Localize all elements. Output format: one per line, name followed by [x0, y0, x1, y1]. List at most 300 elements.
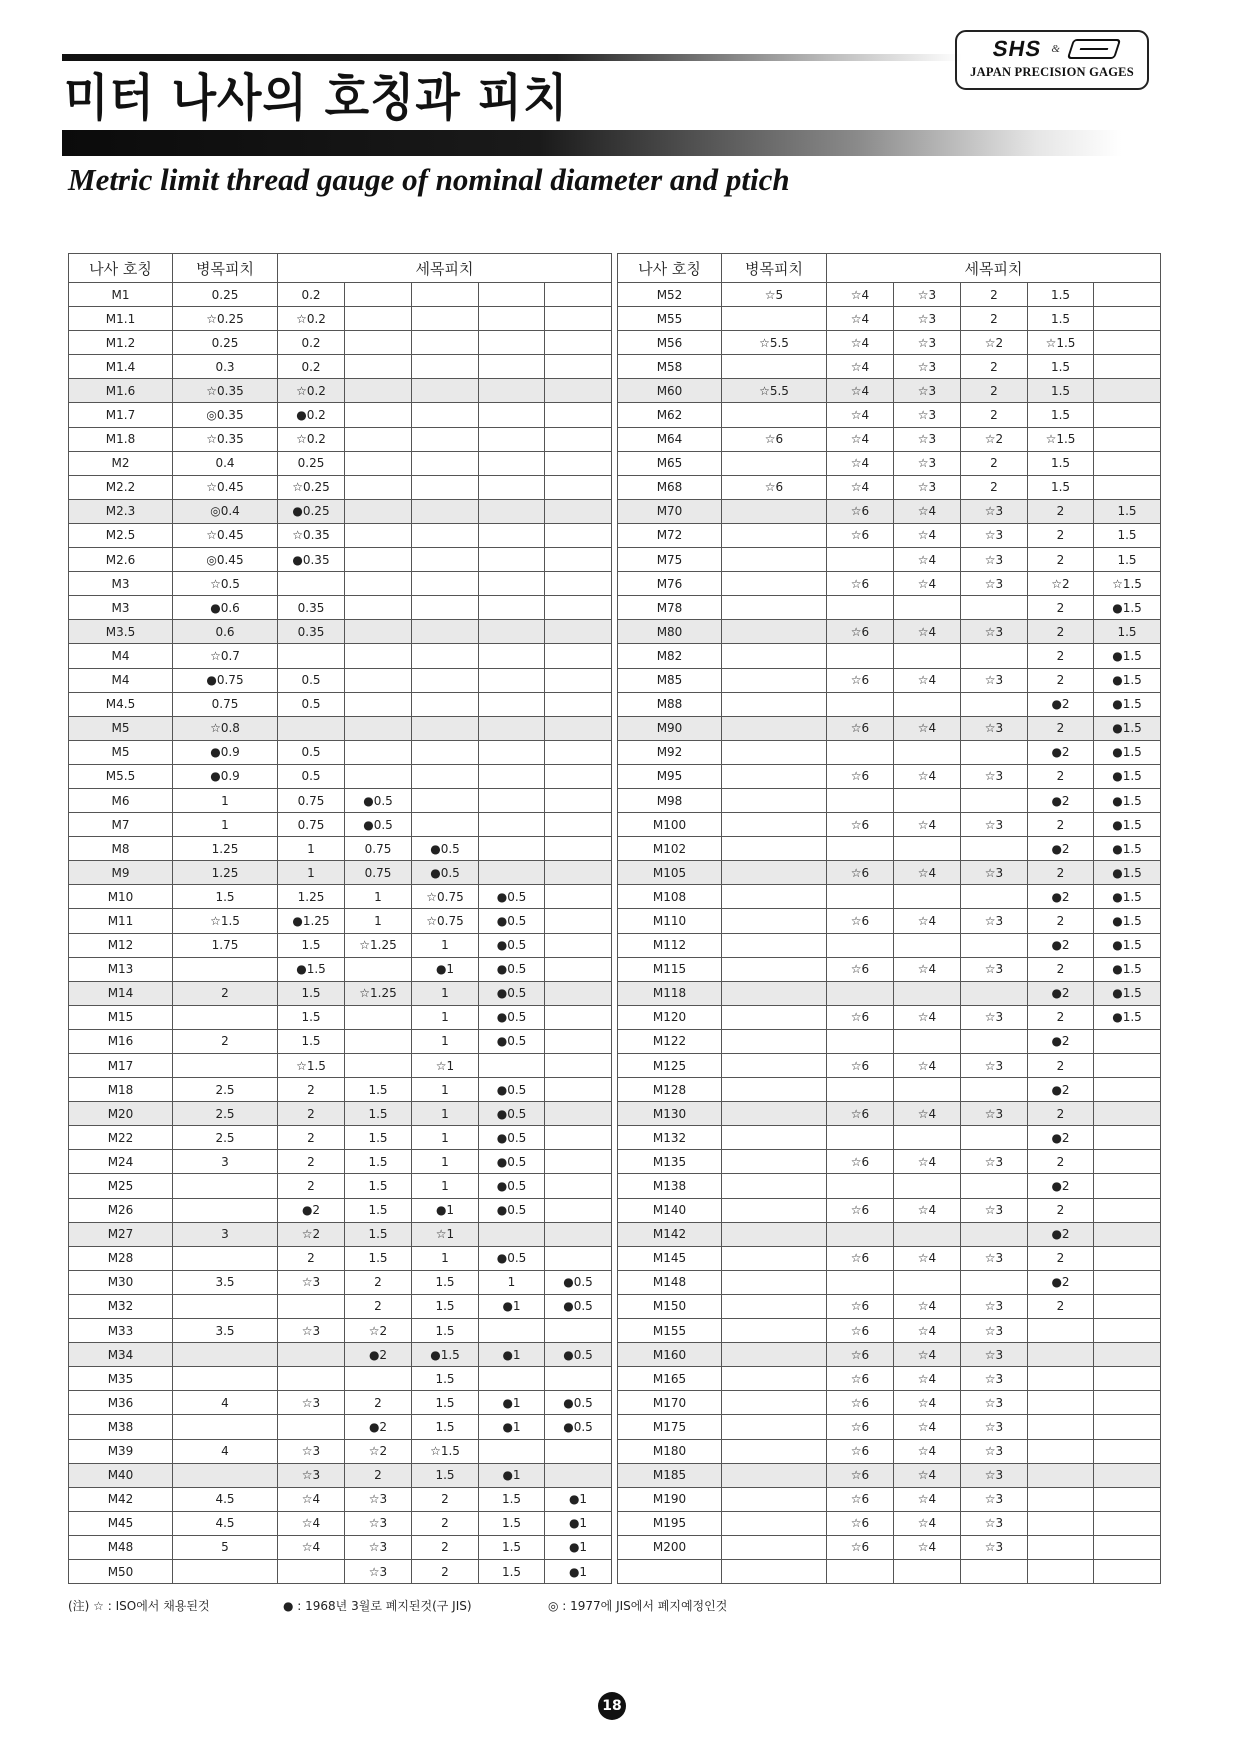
fine-pitch-cell: 2 [1028, 1005, 1094, 1029]
fine-pitch-cell: ●1.5 [1094, 644, 1161, 668]
coarse-pitch-cell: 3.5 [173, 1319, 278, 1343]
fine-pitch-cell: 0.5 [278, 692, 345, 716]
table-row [618, 957, 1161, 981]
fine-pitch-cell: 0.35 [278, 620, 345, 644]
thread-name-cell: M28 [69, 1246, 173, 1270]
table-row [69, 1559, 612, 1583]
fine-pitch-cell: ●2 [345, 1415, 412, 1439]
fine-pitch-cell [545, 596, 612, 620]
thread-name-cell: M2.3 [69, 499, 173, 523]
thread-name-cell: M160 [618, 1343, 722, 1367]
coarse-pitch-cell [722, 1294, 827, 1318]
fine-pitch-cell [412, 379, 479, 403]
fine-pitch-cell [545, 1054, 612, 1078]
thread-name-cell: M22 [69, 1126, 173, 1150]
fine-pitch-cell [545, 499, 612, 523]
table-header-row [69, 254, 612, 283]
fine-pitch-cell: ☆4 [894, 909, 961, 933]
thread-name-cell: M148 [618, 1270, 722, 1294]
fine-pitch-cell [961, 644, 1028, 668]
table-row [69, 1367, 612, 1391]
fine-pitch-cell [545, 813, 612, 837]
fine-pitch-cell: ☆3 [961, 620, 1028, 644]
fine-pitch-cell: 1.5 [345, 1150, 412, 1174]
fine-pitch-cell [894, 933, 961, 957]
fine-pitch-cell: 1 [412, 1126, 479, 1150]
thread-name-cell: M150 [618, 1294, 722, 1318]
coarse-pitch-cell [722, 1005, 827, 1029]
fine-pitch-cell: ●2 [1028, 837, 1094, 861]
fine-pitch-cell [1094, 1246, 1161, 1270]
coarse-pitch-cell: ☆6 [722, 427, 827, 451]
fine-pitch-cell [545, 572, 612, 596]
thread-name-cell: M2.6 [69, 548, 173, 572]
fine-pitch-cell: ☆4 [278, 1535, 345, 1559]
fine-pitch-cell: ☆3 [961, 1415, 1028, 1439]
fine-pitch-cell [479, 548, 545, 572]
coarse-pitch-cell: 1.75 [173, 933, 278, 957]
fine-pitch-cell: ●1 [479, 1294, 545, 1318]
fine-pitch-cell [545, 475, 612, 499]
fine-pitch-cell [545, 957, 612, 981]
fine-pitch-cell: 1 [278, 861, 345, 885]
fine-pitch-cell [479, 1222, 545, 1246]
fine-pitch-cell: ☆6 [827, 716, 894, 740]
fine-pitch-cell: ☆6 [827, 1246, 894, 1270]
fine-pitch-cell: 1 [412, 1150, 479, 1174]
fine-pitch-cell: ●1.5 [1094, 740, 1161, 764]
thread-name-cell: M170 [618, 1391, 722, 1415]
thread-name-cell: M42 [69, 1487, 173, 1511]
table-row [69, 475, 612, 499]
table-row [618, 740, 1161, 764]
thread-name-cell: M3 [69, 572, 173, 596]
fine-pitch-cell: 1 [345, 909, 412, 933]
coarse-pitch-cell [722, 668, 827, 692]
fine-pitch-cell [412, 572, 479, 596]
table-row [69, 933, 612, 957]
fine-pitch-cell: 1 [412, 981, 479, 1005]
fine-pitch-cell [345, 548, 412, 572]
fine-pitch-cell: ●1.5 [1094, 981, 1161, 1005]
table-row [618, 1294, 1161, 1318]
fine-pitch-cell: 2 [1028, 716, 1094, 740]
coarse-pitch-cell [722, 1367, 827, 1391]
thread-name-cell: M1.4 [69, 355, 173, 379]
coarse-pitch-cell: ☆0.8 [173, 716, 278, 740]
fine-pitch-cell [827, 1078, 894, 1102]
thread-name-cell: M27 [69, 1222, 173, 1246]
fine-pitch-cell: 0.5 [278, 764, 345, 788]
fine-pitch-cell: ☆4 [894, 813, 961, 837]
fine-pitch-cell [894, 644, 961, 668]
fine-pitch-cell [479, 572, 545, 596]
coarse-pitch-cell: ◎0.45 [173, 548, 278, 572]
thread-name-cell: M125 [618, 1054, 722, 1078]
fine-pitch-cell: ☆3 [278, 1319, 345, 1343]
table-row [69, 813, 612, 837]
fine-pitch-cell [894, 837, 961, 861]
fine-pitch-cell: ☆4 [894, 1367, 961, 1391]
coarse-pitch-cell [722, 1319, 827, 1343]
table-row [69, 596, 612, 620]
fine-pitch-cell [1094, 1150, 1161, 1174]
thread-name-cell: M138 [618, 1174, 722, 1198]
fine-pitch-cell: ●0.5 [479, 1102, 545, 1126]
fine-pitch-cell [412, 307, 479, 331]
fine-pitch-cell: ●0.5 [479, 1174, 545, 1198]
fine-pitch-cell: ☆4 [894, 1198, 961, 1222]
table-row [69, 1343, 612, 1367]
fine-pitch-cell: ☆6 [827, 861, 894, 885]
fine-pitch-cell [894, 1559, 961, 1583]
jpg-logo-mark [1067, 39, 1121, 59]
fine-pitch-cell: 2 [1028, 1294, 1094, 1318]
coarse-pitch-cell: 4 [173, 1439, 278, 1463]
fine-pitch-cell: 2 [1028, 499, 1094, 523]
fine-pitch-cell [961, 1222, 1028, 1246]
fine-pitch-cell: ●2 [1028, 788, 1094, 812]
fine-pitch-cell: ☆1.5 [1094, 572, 1161, 596]
coarse-pitch-cell: ☆0.7 [173, 644, 278, 668]
coarse-pitch-cell: 2.5 [173, 1126, 278, 1150]
table-row [618, 1150, 1161, 1174]
table-row [69, 885, 612, 909]
fine-pitch-cell: ●1.5 [1094, 788, 1161, 812]
coarse-pitch-cell [722, 307, 827, 331]
fine-pitch-cell [345, 764, 412, 788]
coarse-pitch-cell: ☆0.5 [173, 572, 278, 596]
fine-pitch-cell [479, 837, 545, 861]
thread-name-cell: M85 [618, 668, 722, 692]
fine-pitch-cell: 2 [961, 307, 1028, 331]
fine-pitch-cell: ☆6 [827, 1463, 894, 1487]
fine-pitch-cell [1094, 1029, 1161, 1053]
thread-name-cell: M155 [618, 1319, 722, 1343]
fine-pitch-cell [1094, 427, 1161, 451]
fine-pitch-cell: ●1 [412, 1198, 479, 1222]
fine-pitch-cell [545, 427, 612, 451]
thread-name-cell: M75 [618, 548, 722, 572]
fine-pitch-cell: ●0.5 [545, 1343, 612, 1367]
table-row [69, 379, 612, 403]
fine-pitch-cell: ☆4 [894, 957, 961, 981]
thread-name-cell: M10 [69, 885, 173, 909]
coarse-pitch-cell [722, 1270, 827, 1294]
fine-pitch-cell [479, 427, 545, 451]
fine-pitch-cell [412, 740, 479, 764]
fine-pitch-cell: ☆3 [894, 475, 961, 499]
fine-pitch-cell [894, 1222, 961, 1246]
fine-pitch-cell: 2 [278, 1150, 345, 1174]
table-row [69, 692, 612, 716]
coarse-pitch-cell: ☆0.35 [173, 379, 278, 403]
coarse-pitch-cell [173, 1005, 278, 1029]
fine-pitch-cell: 2 [1028, 1246, 1094, 1270]
thread-name-cell: M4.5 [69, 692, 173, 716]
table-row [618, 403, 1161, 427]
coarse-pitch-cell [722, 1487, 827, 1511]
fine-pitch-cell: ☆3 [278, 1463, 345, 1487]
fine-pitch-cell [345, 1054, 412, 1078]
thread-name-cell: M4 [69, 644, 173, 668]
coarse-pitch-cell [173, 1463, 278, 1487]
table-row [618, 1174, 1161, 1198]
fine-pitch-cell [894, 1126, 961, 1150]
fine-pitch-cell [1094, 283, 1161, 307]
table-row [618, 1246, 1161, 1270]
coarse-pitch-cell [722, 1391, 827, 1415]
coarse-pitch-cell [722, 933, 827, 957]
coarse-pitch-cell [722, 909, 827, 933]
fine-pitch-cell: ●0.5 [345, 788, 412, 812]
fine-pitch-cell: ☆4 [827, 307, 894, 331]
thread-name-cell: M30 [69, 1270, 173, 1294]
fine-pitch-cell [479, 644, 545, 668]
fine-pitch-cell: ☆4 [827, 403, 894, 427]
coarse-pitch-cell: ☆1.5 [173, 909, 278, 933]
fine-pitch-cell [479, 499, 545, 523]
fine-pitch-cell: 2 [345, 1463, 412, 1487]
table-row [69, 499, 612, 523]
table-row [618, 1198, 1161, 1222]
fine-pitch-cell [345, 692, 412, 716]
page-title-english: Metric limit thread gauge of nominal diameter and ptich [68, 162, 790, 197]
fine-pitch-cell: ☆4 [894, 1102, 961, 1126]
page-title-korean: 미터 나사의 호칭과 피치 [64, 69, 569, 127]
thread-table-right [617, 253, 1161, 1584]
fine-pitch-cell [345, 523, 412, 547]
table-row [618, 596, 1161, 620]
coarse-pitch-cell: 1.25 [173, 861, 278, 885]
fine-pitch-cell [545, 307, 612, 331]
table-row [618, 813, 1161, 837]
thread-name-cell: M4 [69, 668, 173, 692]
coarse-pitch-cell: 2 [173, 1029, 278, 1053]
fine-pitch-cell: ☆3 [894, 427, 961, 451]
fine-pitch-cell: ☆0.2 [278, 307, 345, 331]
thread-pitch-tables [68, 253, 1161, 1584]
fine-pitch-cell: 1 [412, 1005, 479, 1029]
thread-name-cell: M17 [69, 1054, 173, 1078]
fine-pitch-cell [545, 1005, 612, 1029]
fine-pitch-cell [827, 1222, 894, 1246]
fine-pitch-cell [479, 716, 545, 740]
fine-pitch-cell [1094, 1559, 1161, 1583]
fine-pitch-cell [545, 1126, 612, 1150]
fine-pitch-cell: ☆6 [827, 813, 894, 837]
table-row [69, 1054, 612, 1078]
fine-pitch-cell: ●2 [1028, 1078, 1094, 1102]
fine-pitch-cell: ☆4 [278, 1487, 345, 1511]
fine-pitch-cell: 2 [1028, 1150, 1094, 1174]
fine-pitch-cell: ☆3 [961, 1367, 1028, 1391]
table-row [69, 1102, 612, 1126]
thread-name-cell: M50 [69, 1559, 173, 1583]
table-row [69, 1487, 612, 1511]
fine-pitch-cell: ☆6 [827, 1415, 894, 1439]
table-row [69, 1174, 612, 1198]
fine-pitch-cell: ☆4 [894, 1391, 961, 1415]
fine-pitch-cell: 2 [1028, 1198, 1094, 1222]
fine-pitch-cell [412, 355, 479, 379]
fine-pitch-cell: ☆3 [345, 1487, 412, 1511]
fine-pitch-cell: 1 [278, 837, 345, 861]
fine-pitch-cell [412, 788, 479, 812]
coarse-pitch-cell: 3 [173, 1222, 278, 1246]
fine-pitch-cell: ☆3 [961, 499, 1028, 523]
fine-pitch-cell: 0.35 [278, 596, 345, 620]
fine-pitch-cell: 0.75 [345, 861, 412, 885]
thread-name-cell: M55 [618, 307, 722, 331]
thread-name-cell: M82 [618, 644, 722, 668]
fine-pitch-cell: ☆6 [827, 957, 894, 981]
page-number: 18 [598, 1692, 626, 1720]
fine-pitch-cell [545, 909, 612, 933]
fine-pitch-cell: ●1 [479, 1415, 545, 1439]
fine-pitch-cell: ☆3 [894, 331, 961, 355]
fine-pitch-cell: ●2 [1028, 885, 1094, 909]
coarse-pitch-cell [722, 813, 827, 837]
thread-name-cell: M8 [69, 837, 173, 861]
fine-pitch-cell: ☆6 [827, 1343, 894, 1367]
thread-name-cell: M190 [618, 1487, 722, 1511]
fine-pitch-cell: ●1 [412, 957, 479, 981]
fine-pitch-cell [545, 1102, 612, 1126]
fine-pitch-cell: ●1.5 [1094, 716, 1161, 740]
fine-pitch-cell [412, 620, 479, 644]
fine-pitch-cell: 2 [1028, 668, 1094, 692]
fine-pitch-cell: ☆6 [827, 1198, 894, 1222]
fine-pitch-cell: ●2 [1028, 1222, 1094, 1246]
fine-pitch-cell: ●2 [1028, 692, 1094, 716]
coarse-pitch-cell [722, 644, 827, 668]
fine-pitch-cell: ●1.5 [1094, 668, 1161, 692]
fine-pitch-cell: ●1 [479, 1391, 545, 1415]
fine-pitch-cell: ●1 [545, 1535, 612, 1559]
table-row [618, 1367, 1161, 1391]
fine-pitch-cell: 1.5 [1094, 499, 1161, 523]
fine-pitch-cell: ●0.5 [479, 1198, 545, 1222]
fine-pitch-cell: ☆3 [961, 572, 1028, 596]
thread-name-cell: M142 [618, 1222, 722, 1246]
fine-pitch-cell: ☆6 [827, 764, 894, 788]
fine-pitch-cell [345, 475, 412, 499]
fine-pitch-cell: 2 [345, 1294, 412, 1318]
fine-pitch-cell [545, 692, 612, 716]
fine-pitch-cell: ●0.5 [479, 885, 545, 909]
coarse-pitch-cell: 4 [173, 1391, 278, 1415]
table-row [69, 620, 612, 644]
table-row [69, 451, 612, 475]
fine-pitch-cell: ●0.5 [412, 837, 479, 861]
table-row [69, 764, 612, 788]
fine-pitch-cell [1094, 331, 1161, 355]
fine-pitch-cell [1028, 1415, 1094, 1439]
fine-pitch-cell: ☆4 [894, 1246, 961, 1270]
coarse-pitch-cell [722, 499, 827, 523]
fine-pitch-cell [1094, 1198, 1161, 1222]
fine-pitch-cell: ☆6 [827, 620, 894, 644]
coarse-pitch-cell [722, 1150, 827, 1174]
fine-pitch-cell: ●1.5 [1094, 1005, 1161, 1029]
fine-pitch-cell: 1.5 [1028, 475, 1094, 499]
fine-pitch-cell [545, 620, 612, 644]
fine-pitch-cell [1094, 1535, 1161, 1559]
table-row [618, 1391, 1161, 1415]
fine-pitch-cell [545, 1029, 612, 1053]
fine-pitch-cell: ☆4 [894, 1535, 961, 1559]
fine-pitch-cell [278, 572, 345, 596]
fine-pitch-cell [479, 475, 545, 499]
coarse-pitch-cell: 2.5 [173, 1078, 278, 1102]
fine-pitch-cell: 1.5 [345, 1078, 412, 1102]
fine-pitch-cell: ☆1.25 [345, 933, 412, 957]
thread-name-cell: M3.5 [69, 620, 173, 644]
fine-pitch-cell [412, 764, 479, 788]
fine-pitch-cell: 0.75 [345, 837, 412, 861]
thread-name-cell: M102 [618, 837, 722, 861]
fine-pitch-cell [1094, 307, 1161, 331]
fine-pitch-cell: ☆2 [1028, 572, 1094, 596]
fine-pitch-cell: ●0.5 [479, 1150, 545, 1174]
fine-pitch-cell: 1.5 [479, 1535, 545, 1559]
fine-pitch-cell: ☆3 [961, 1005, 1028, 1029]
thread-name-cell: M80 [618, 620, 722, 644]
fine-pitch-cell [345, 716, 412, 740]
fine-pitch-cell [894, 596, 961, 620]
thread-name-cell: M110 [618, 909, 722, 933]
fine-pitch-cell: 2 [1028, 1054, 1094, 1078]
fine-pitch-cell: 0.75 [278, 813, 345, 837]
fine-pitch-cell [345, 451, 412, 475]
table-row [69, 1391, 612, 1415]
coarse-pitch-cell [722, 885, 827, 909]
thread-name-cell: M122 [618, 1029, 722, 1053]
fine-pitch-cell [827, 692, 894, 716]
coarse-pitch-cell [173, 1343, 278, 1367]
coarse-pitch-cell: ☆0.45 [173, 523, 278, 547]
fine-pitch-cell [412, 427, 479, 451]
coarse-pitch-cell [722, 451, 827, 475]
table-row [69, 331, 612, 355]
fine-pitch-cell [1028, 1559, 1094, 1583]
header-nominal: 나사 호칭 [618, 254, 722, 283]
fine-pitch-cell [827, 933, 894, 957]
table-row [618, 1078, 1161, 1102]
table-row [69, 355, 612, 379]
fine-pitch-cell: ●1.5 [278, 957, 345, 981]
fine-pitch-cell [479, 620, 545, 644]
coarse-pitch-cell: 2.5 [173, 1102, 278, 1126]
header-top-rule [62, 54, 962, 61]
fine-pitch-cell [345, 668, 412, 692]
fine-pitch-cell [545, 283, 612, 307]
table-row [69, 957, 612, 981]
fine-pitch-cell [545, 1246, 612, 1270]
coarse-pitch-cell: 4.5 [173, 1511, 278, 1535]
table-row [618, 548, 1161, 572]
fine-pitch-cell: ☆3 [961, 861, 1028, 885]
fine-pitch-cell [894, 692, 961, 716]
fine-pitch-cell: 1.5 [345, 1222, 412, 1246]
header-fine-pitch: 세목피치 [827, 254, 1161, 283]
fine-pitch-cell: 2 [278, 1078, 345, 1102]
table-header-row [618, 254, 1161, 283]
coarse-pitch-cell [722, 1078, 827, 1102]
thread-name-cell: M130 [618, 1102, 722, 1126]
coarse-pitch-cell: 4.5 [173, 1487, 278, 1511]
